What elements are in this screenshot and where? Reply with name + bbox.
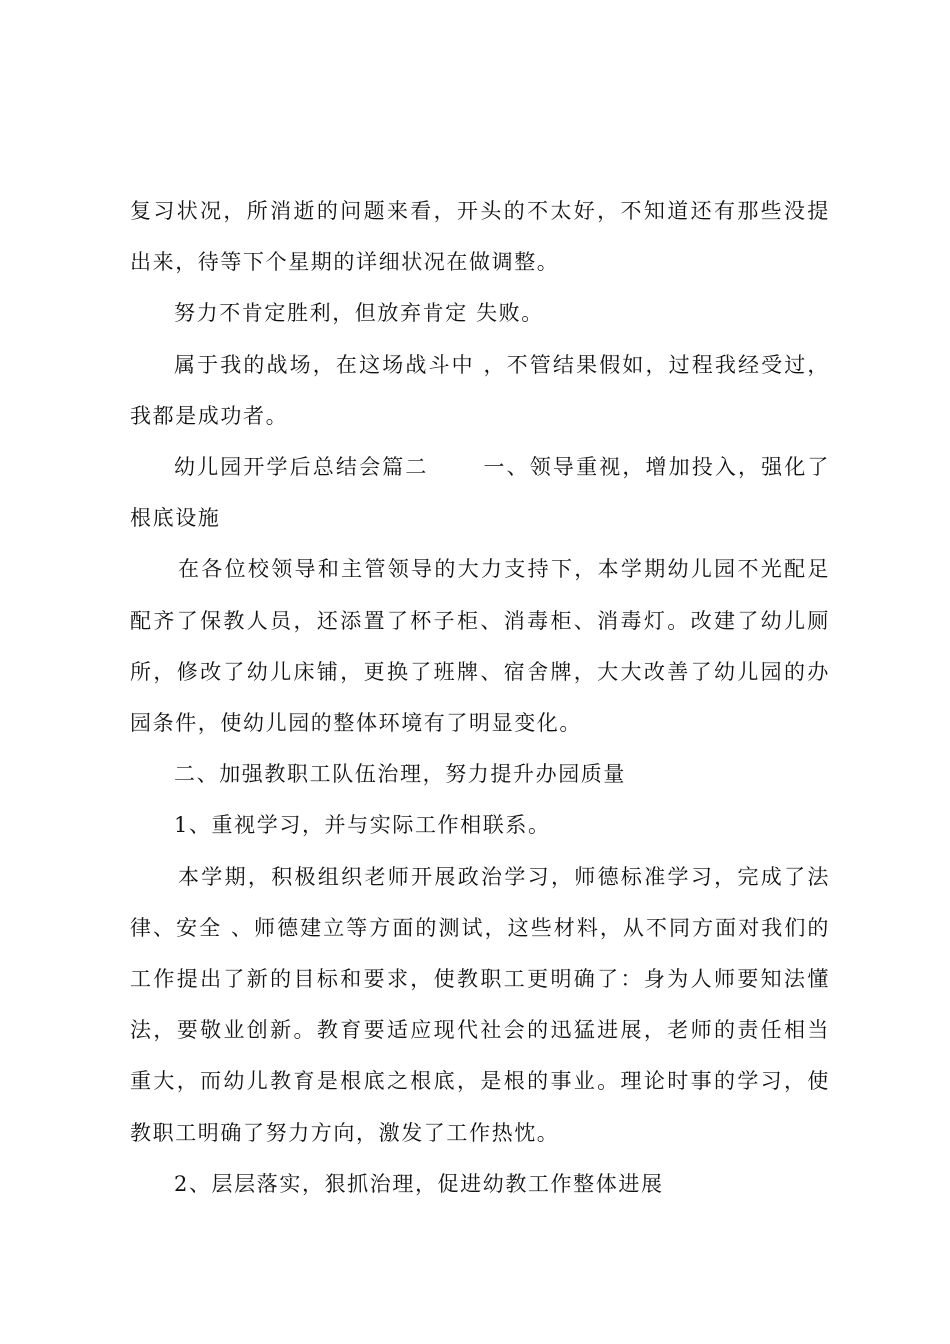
- paragraph-battlefield: 属于我的战场，在这场战斗中 ，不管结果假如，过程我经受过，我都是成功者。: [130, 352, 830, 428]
- heading-emphasize-learning: 1、重视学习，并与实际工作相联系。: [174, 813, 551, 838]
- paragraph-review-status: 复习状况，所消逝的问题来看，开头的不太好，不知道还有那些没提出来，待等下个星期的详细状况在做调整。: [130, 199, 830, 275]
- paragraph-leadership-support: 在各位校领导和主管领导的大力支持下，本学期幼儿园不光配足配齐了保教人员，还添置了杯子柜、消毒柜、消毒灯。改建了幼儿厕所，修改了幼儿床铺，更换了班牌、宿舍牌，大大改善了幼儿园的办园条件，使幼儿园的整体环境有了明显变化。: [130, 557, 830, 736]
- paragraph-effort-quote: 努力不肯定胜利，但放弃肯定 失败。: [174, 301, 544, 326]
- document-body: [130, 186, 830, 1210]
- heading-staff-management: 二、加强教职工队伍治理，努力提升办园质量: [174, 762, 626, 787]
- paragraph-section-two-heading: 幼儿园开学后总结会篇二 一、领导重视，增加投入，强化了根底设施: [130, 455, 830, 531]
- paragraph-this-semester: 本学期，积极组织老师开展政治学习，师德标准学习，完成了法律、安全 、师德建立等方面的测试，这些材料，从不同方面对我们的工作提出了新的目标和要求，使教职工更明确了：身为人师要知法懂法，要敬业创新。教育要适应现代社会的迅猛进展，老师的责任相当重大，而幼儿教育是根底之根底，是根的事业。理论时事的学习，使教职工明确了努力方向，激发了工作热忱。: [130, 864, 830, 1145]
- heading-implementation: 2、层层落实，狠抓治理，促进幼教工作整体进展: [174, 1171, 664, 1196]
